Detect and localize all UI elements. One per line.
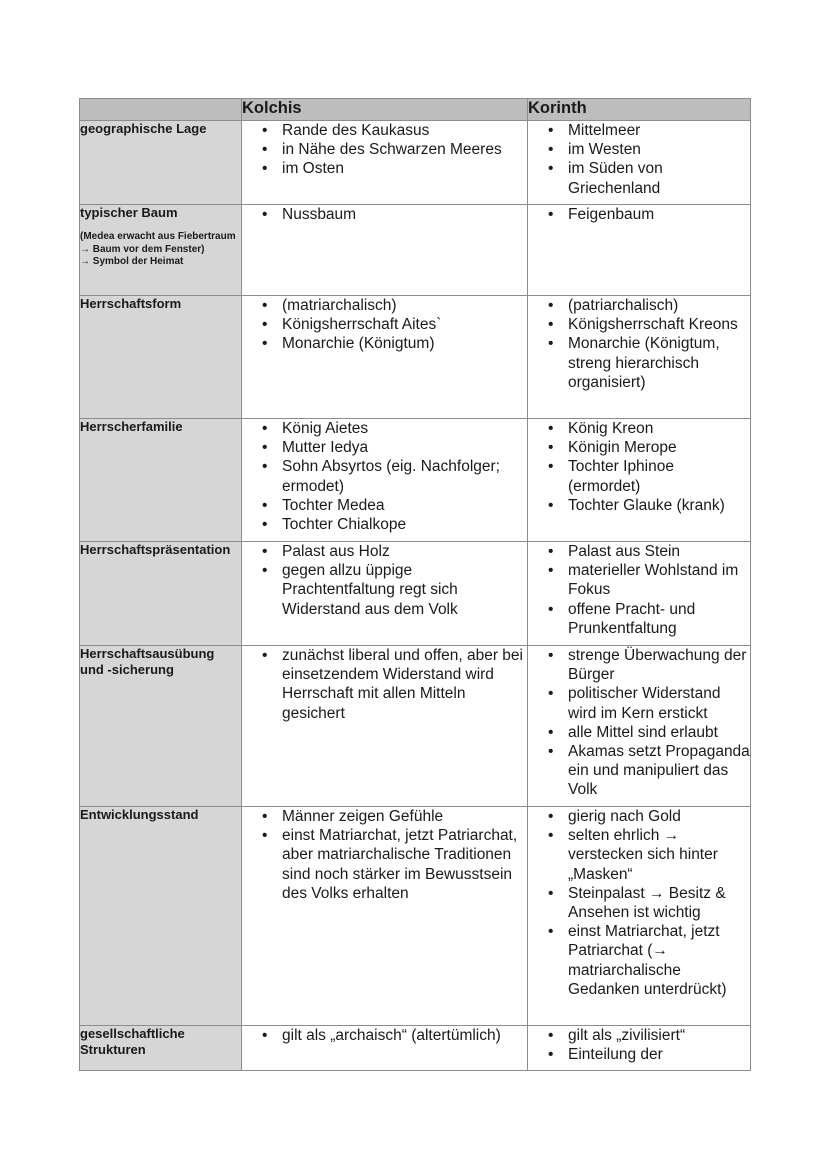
korinth-cell [528,419,751,542]
korinth-cell [528,646,751,807]
row-label-text: Entwicklungsstand [80,807,199,822]
row-label-text: Herrschaftsform [80,296,182,311]
bullet-list [528,807,750,999]
bullet-list [242,1026,527,1045]
bullet-item: • einst Matriarchat, jetzt Patriarchat, aber matriarchalische Traditionen sind noch stärker im Bewusstsein des Volks erhalten [242,826,527,903]
bullet-item: • einst Matriarchat, jetzt Patriarchat (→ matriarchalische Gedanken unterdrückt) [528,922,750,999]
row-label-text: Herrschaftsausübung und -sicherung [80,646,215,677]
bullet-list [242,646,527,723]
bullet-item: • (matriarchalisch) [242,296,527,315]
bullet-item: • selten ehrlich → verstecken sich hinter „Masken“ [528,826,750,884]
kolchis-cell [242,296,528,419]
table-row [80,121,751,205]
bullet-item: • Einteilung der [528,1045,750,1064]
bullet-list [528,542,750,638]
column-header-korinth: Korinth [528,99,751,121]
korinth-cell [528,542,751,646]
korinth-cell [528,1026,751,1071]
table-row [80,807,751,1026]
bullet-item: • Mittelmeer [528,121,750,140]
bullet-item: • Tochter Iphinoe (ermordet) [528,457,750,495]
bullet-item: • Männer zeigen Gefühle [242,807,527,826]
bullet-list [528,1026,750,1064]
bullet-list [528,121,750,198]
bullet-item: • im Osten [242,159,527,178]
row-label-text: geographische Lage [80,121,207,136]
row-label [80,807,242,1026]
row-label-text: typischer Baum [80,205,178,220]
bullet-item: • Nussbaum [242,205,527,224]
bullet-list [242,205,527,224]
bullet-item: • Königin Merope [528,438,750,457]
bullet-item: • (patriarchalisch) [528,296,750,315]
table-body [80,121,751,1071]
bullet-item: • materieller Wohlstand im Fokus [528,561,750,599]
table-row [80,542,751,646]
bullet-item: • im Westen [528,140,750,159]
bullet-item: • König Kreon [528,419,750,438]
korinth-cell [528,121,751,205]
kolchis-cell [242,205,528,296]
bullet-item: • in Nähe des Schwarzen Meeres [242,140,527,159]
row-label [80,205,242,296]
row-note-line: → Symbol der Heimat [80,256,184,267]
bullet-item: • Sohn Absyrtos (eig. Nachfolger; ermodet) [242,457,527,495]
bullet-list [528,205,750,224]
column-header-kolchis: Kolchis [242,99,528,121]
table-row [80,419,751,542]
bullet-list [242,121,527,179]
table-row [80,205,751,296]
row-label [80,542,242,646]
row-label [80,296,242,419]
kolchis-cell [242,542,528,646]
bullet-item: • Steinpalast → Besitz & Ansehen ist wichtig [528,884,750,922]
bullet-list [528,646,750,800]
kolchis-cell [242,121,528,205]
kolchis-cell [242,419,528,542]
bullet-item: • Monarchie (Königtum) [242,334,527,353]
row-note [80,231,241,269]
bullet-list [242,542,527,619]
bullet-item: • gilt als „zivilisiert“ [528,1026,750,1045]
bullet-item: • alle Mittel sind erlaubt [528,723,750,742]
table-header-row [80,99,751,121]
bullet-item: • zunächst liberal und offen, aber bei einsetzendem Widerstand wird Herrschaft mit allen Mitteln gesichert [242,646,527,723]
row-label [80,646,242,807]
bullet-item: • gilt als „archaisch“ (altertümlich) [242,1026,527,1045]
row-label [80,121,242,205]
bullet-item: • Tochter Medea [242,496,527,515]
row-label [80,1026,242,1071]
bullet-item: • Königsherrschaft Kreons [528,315,750,334]
bullet-item: • König Aietes [242,419,527,438]
bullet-item: • im Süden von Griechenland [528,159,750,197]
kolchis-cell [242,1026,528,1071]
bullet-item: • Monarchie (Königtum, streng hierarchisch organisiert) [528,334,750,392]
bullet-item: • Palast aus Holz [242,542,527,561]
row-note-line: (Medea erwacht aus Fiebertraum → Baum vor dem Fenster) [80,231,236,255]
bullet-item: • Rande des Kaukasus [242,121,527,140]
bullet-item: • Palast aus Stein [528,542,750,561]
korinth-cell [528,807,751,1026]
bullet-item: • Mutter Iedya [242,438,527,457]
korinth-cell [528,205,751,296]
bullet-list [242,807,527,903]
bullet-list [528,419,750,515]
row-label-text: Herrschaftspräsentation [80,542,231,557]
bullet-item: • strenge Überwachung der Bürger [528,646,750,684]
bullet-list [528,296,750,392]
kolchis-cell [242,646,528,807]
bullet-item: • offene Pracht- und Prunkentfaltung [528,600,750,638]
bullet-item: • Tochter Glauke (krank) [528,496,750,515]
row-label-text: gesellschaftliche Strukturen [80,1026,185,1057]
table-row [80,296,751,419]
bullet-item: • Königsherrschaft Aites` [242,315,527,334]
bullet-list [242,296,527,354]
korinth-cell [528,296,751,419]
table-row [80,1026,751,1071]
bullet-item: • gegen allzu üppige Prachtentfaltung regt sich Widerstand aus dem Volk [242,561,527,619]
header-corner-cell [80,99,242,121]
kolchis-cell [242,807,528,1026]
bullet-item: • politischer Widerstand wird im Kern erstickt [528,684,750,722]
bullet-item: • Feigenbaum [528,205,750,224]
table-row [80,646,751,807]
bullet-list [242,419,527,534]
bullet-item: • gierig nach Gold [528,807,750,826]
comparison-table [79,98,751,1071]
row-label [80,419,242,542]
bullet-item: • Akamas setzt Propaganda ein und manipuliert das Volk [528,742,750,800]
bullet-item: • Tochter Chialkope [242,515,527,534]
row-label-text: Herrscherfamilie [80,419,183,434]
